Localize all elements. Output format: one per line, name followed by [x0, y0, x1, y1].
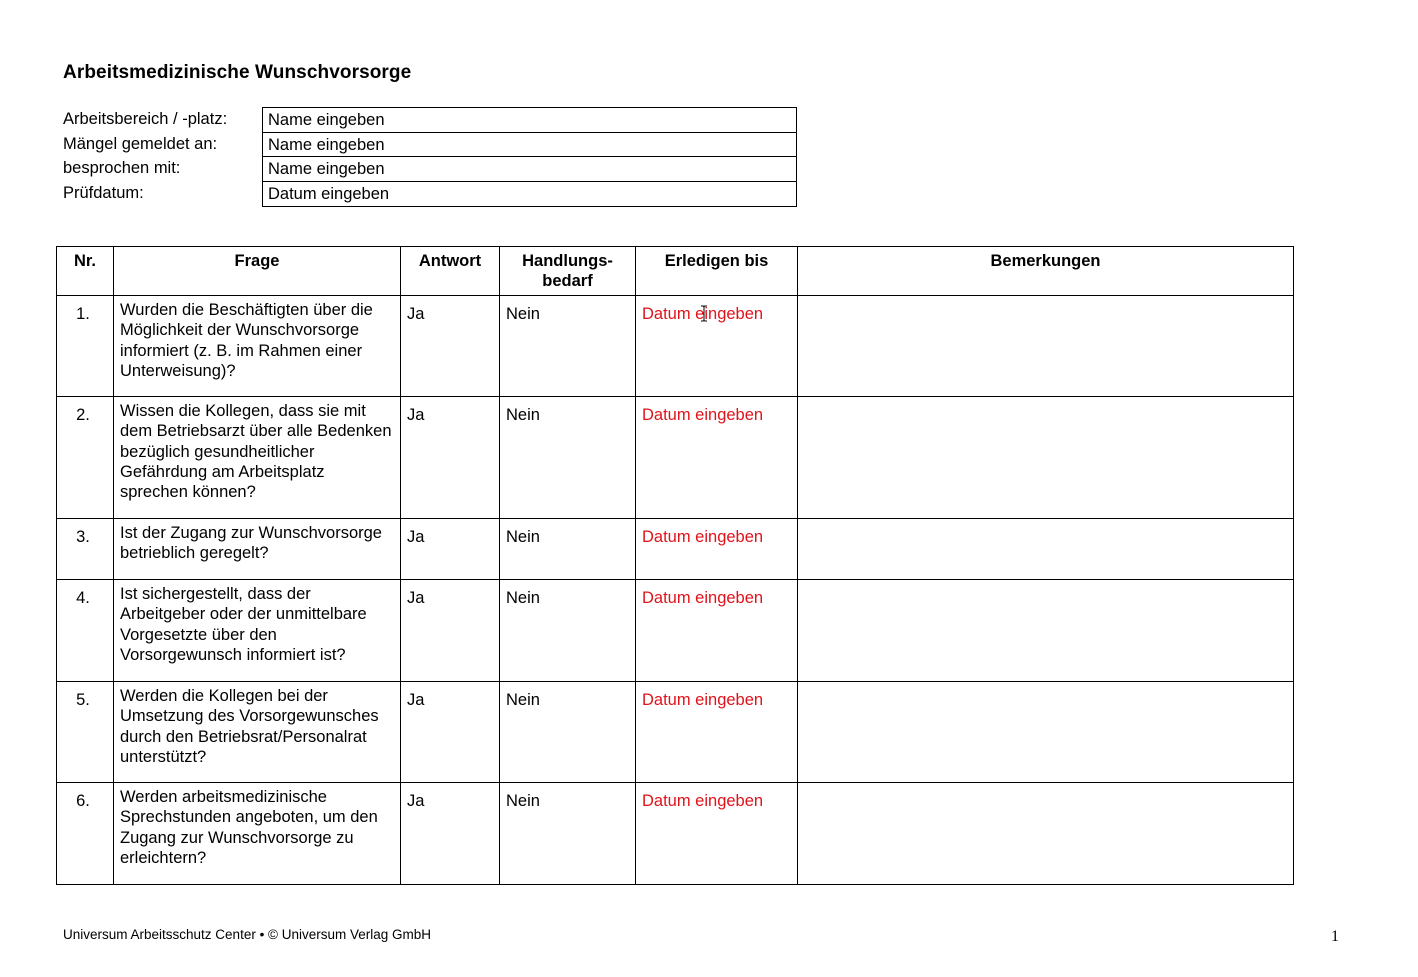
row-number: 6. [57, 783, 114, 885]
remarks-field[interactable] [798, 519, 1294, 580]
table-row [57, 519, 1294, 580]
label-pruefdatum: Prüfdatum: [63, 183, 144, 202]
row-number: 3. [57, 519, 114, 580]
header-erledigen-bis: Erledigen bis [636, 247, 798, 296]
header-form [262, 107, 797, 207]
document-title: Arbeitsmedizinische Wunschvorsorge [63, 62, 412, 83]
action-needed-nein[interactable]: Nein [500, 682, 636, 783]
table-row [57, 397, 1294, 519]
arbeitsbereich-field[interactable]: Name eingeben [263, 108, 796, 133]
header-bemerkungen: Bemerkungen [798, 247, 1294, 296]
label-maengel-gemeldet: Mängel gemeldet an: [63, 134, 218, 153]
row-number: 1. [57, 296, 114, 397]
due-date-field[interactable]: Datum eingeben [636, 580, 798, 682]
action-needed-nein[interactable]: Nein [500, 580, 636, 682]
maengel-gemeldet-field[interactable]: Name eingeben [263, 133, 796, 158]
question-text: Werden die Kollegen bei der Umsetzung des Vorsorgewunsches durch den Betriebsrat/Personalrat unterstützt? [114, 682, 401, 783]
answer-ja[interactable]: Ja [401, 580, 500, 682]
header-handlungsbedarf-line1: Handlungs- [522, 252, 613, 270]
label-besprochen-mit: besprochen mit: [63, 159, 181, 177]
table-row [57, 783, 1294, 885]
header-handlungsbedarf-line2: bedarf [542, 272, 593, 291]
row-number: 2. [57, 397, 114, 519]
row-number: 5. [57, 682, 114, 783]
footer-text: Universum Arbeitsschutz Center • © Universum Verlag GmbH [63, 927, 432, 942]
due-date-field[interactable]: Datum eingeben [636, 783, 798, 885]
header-antwort: Antwort [401, 247, 500, 296]
i-beam-cursor-icon [700, 305, 708, 322]
action-needed-nein[interactable]: Nein [500, 519, 636, 580]
header-nr: Nr. [57, 247, 114, 296]
remarks-field[interactable] [798, 682, 1294, 783]
table-row [57, 296, 1294, 397]
besprochen-mit-field[interactable]: Name eingeben [263, 157, 796, 182]
due-date-field[interactable]: Datum eingeben [636, 296, 798, 397]
page-number: 1 [1331, 928, 1339, 945]
table-header-row [57, 247, 1294, 296]
checklist-table [56, 246, 1294, 885]
due-date-field[interactable]: Datum eingeben [636, 682, 798, 783]
pruefdatum-field[interactable]: Datum eingeben [268, 184, 390, 203]
due-date-field[interactable]: Datum eingeben [636, 519, 798, 580]
question-text: Wurden die Beschäftigten über die Möglichkeit der Wunschvorsorge informiert (z. B. im Rahmen einer Unterweisung)? [114, 296, 401, 397]
remarks-field[interactable] [798, 783, 1294, 885]
answer-ja[interactable]: Ja [401, 519, 500, 580]
action-needed-nein[interactable]: Nein [500, 397, 636, 519]
table-row [57, 682, 1294, 783]
remarks-field[interactable] [798, 580, 1294, 682]
row-number: 4. [57, 580, 114, 682]
label-arbeitsbereich: Arbeitsbereich / -platz: [63, 110, 228, 128]
action-needed-nein[interactable]: Nein [500, 296, 636, 397]
header-frage: Frage [114, 247, 401, 296]
remarks-field[interactable] [798, 296, 1294, 397]
answer-ja[interactable]: Ja [401, 682, 500, 783]
answer-ja[interactable]: Ja [401, 397, 500, 519]
action-needed-nein[interactable]: Nein [500, 783, 636, 885]
question-text: Ist der Zugang zur Wunschvorsorge betrieblich geregelt? [114, 519, 401, 580]
question-text: Ist sichergestellt, dass der Arbeitgeber oder der unmittelbare Vorgesetzte über den Vorsorgewunsch informiert ist? [114, 580, 401, 682]
question-text: Werden arbeitsmedizinische Sprechstunden angeboten, um den Zugang zur Wunschvorsorge zu erleichtern? [114, 783, 401, 885]
due-date-field[interactable]: Datum eingeben [636, 397, 798, 519]
question-text: Wissen die Kollegen, dass sie mit dem Betriebsarzt über alle Bedenken bezüglich gesundheitlicher Gefährdung am Arbeitsplatz sprechen können? [114, 397, 401, 519]
remarks-field[interactable] [798, 397, 1294, 519]
table-row [57, 580, 1294, 682]
header-handlungsbedarf [500, 247, 636, 296]
answer-ja[interactable]: Ja [401, 783, 500, 885]
answer-ja[interactable]: Ja [401, 296, 500, 397]
